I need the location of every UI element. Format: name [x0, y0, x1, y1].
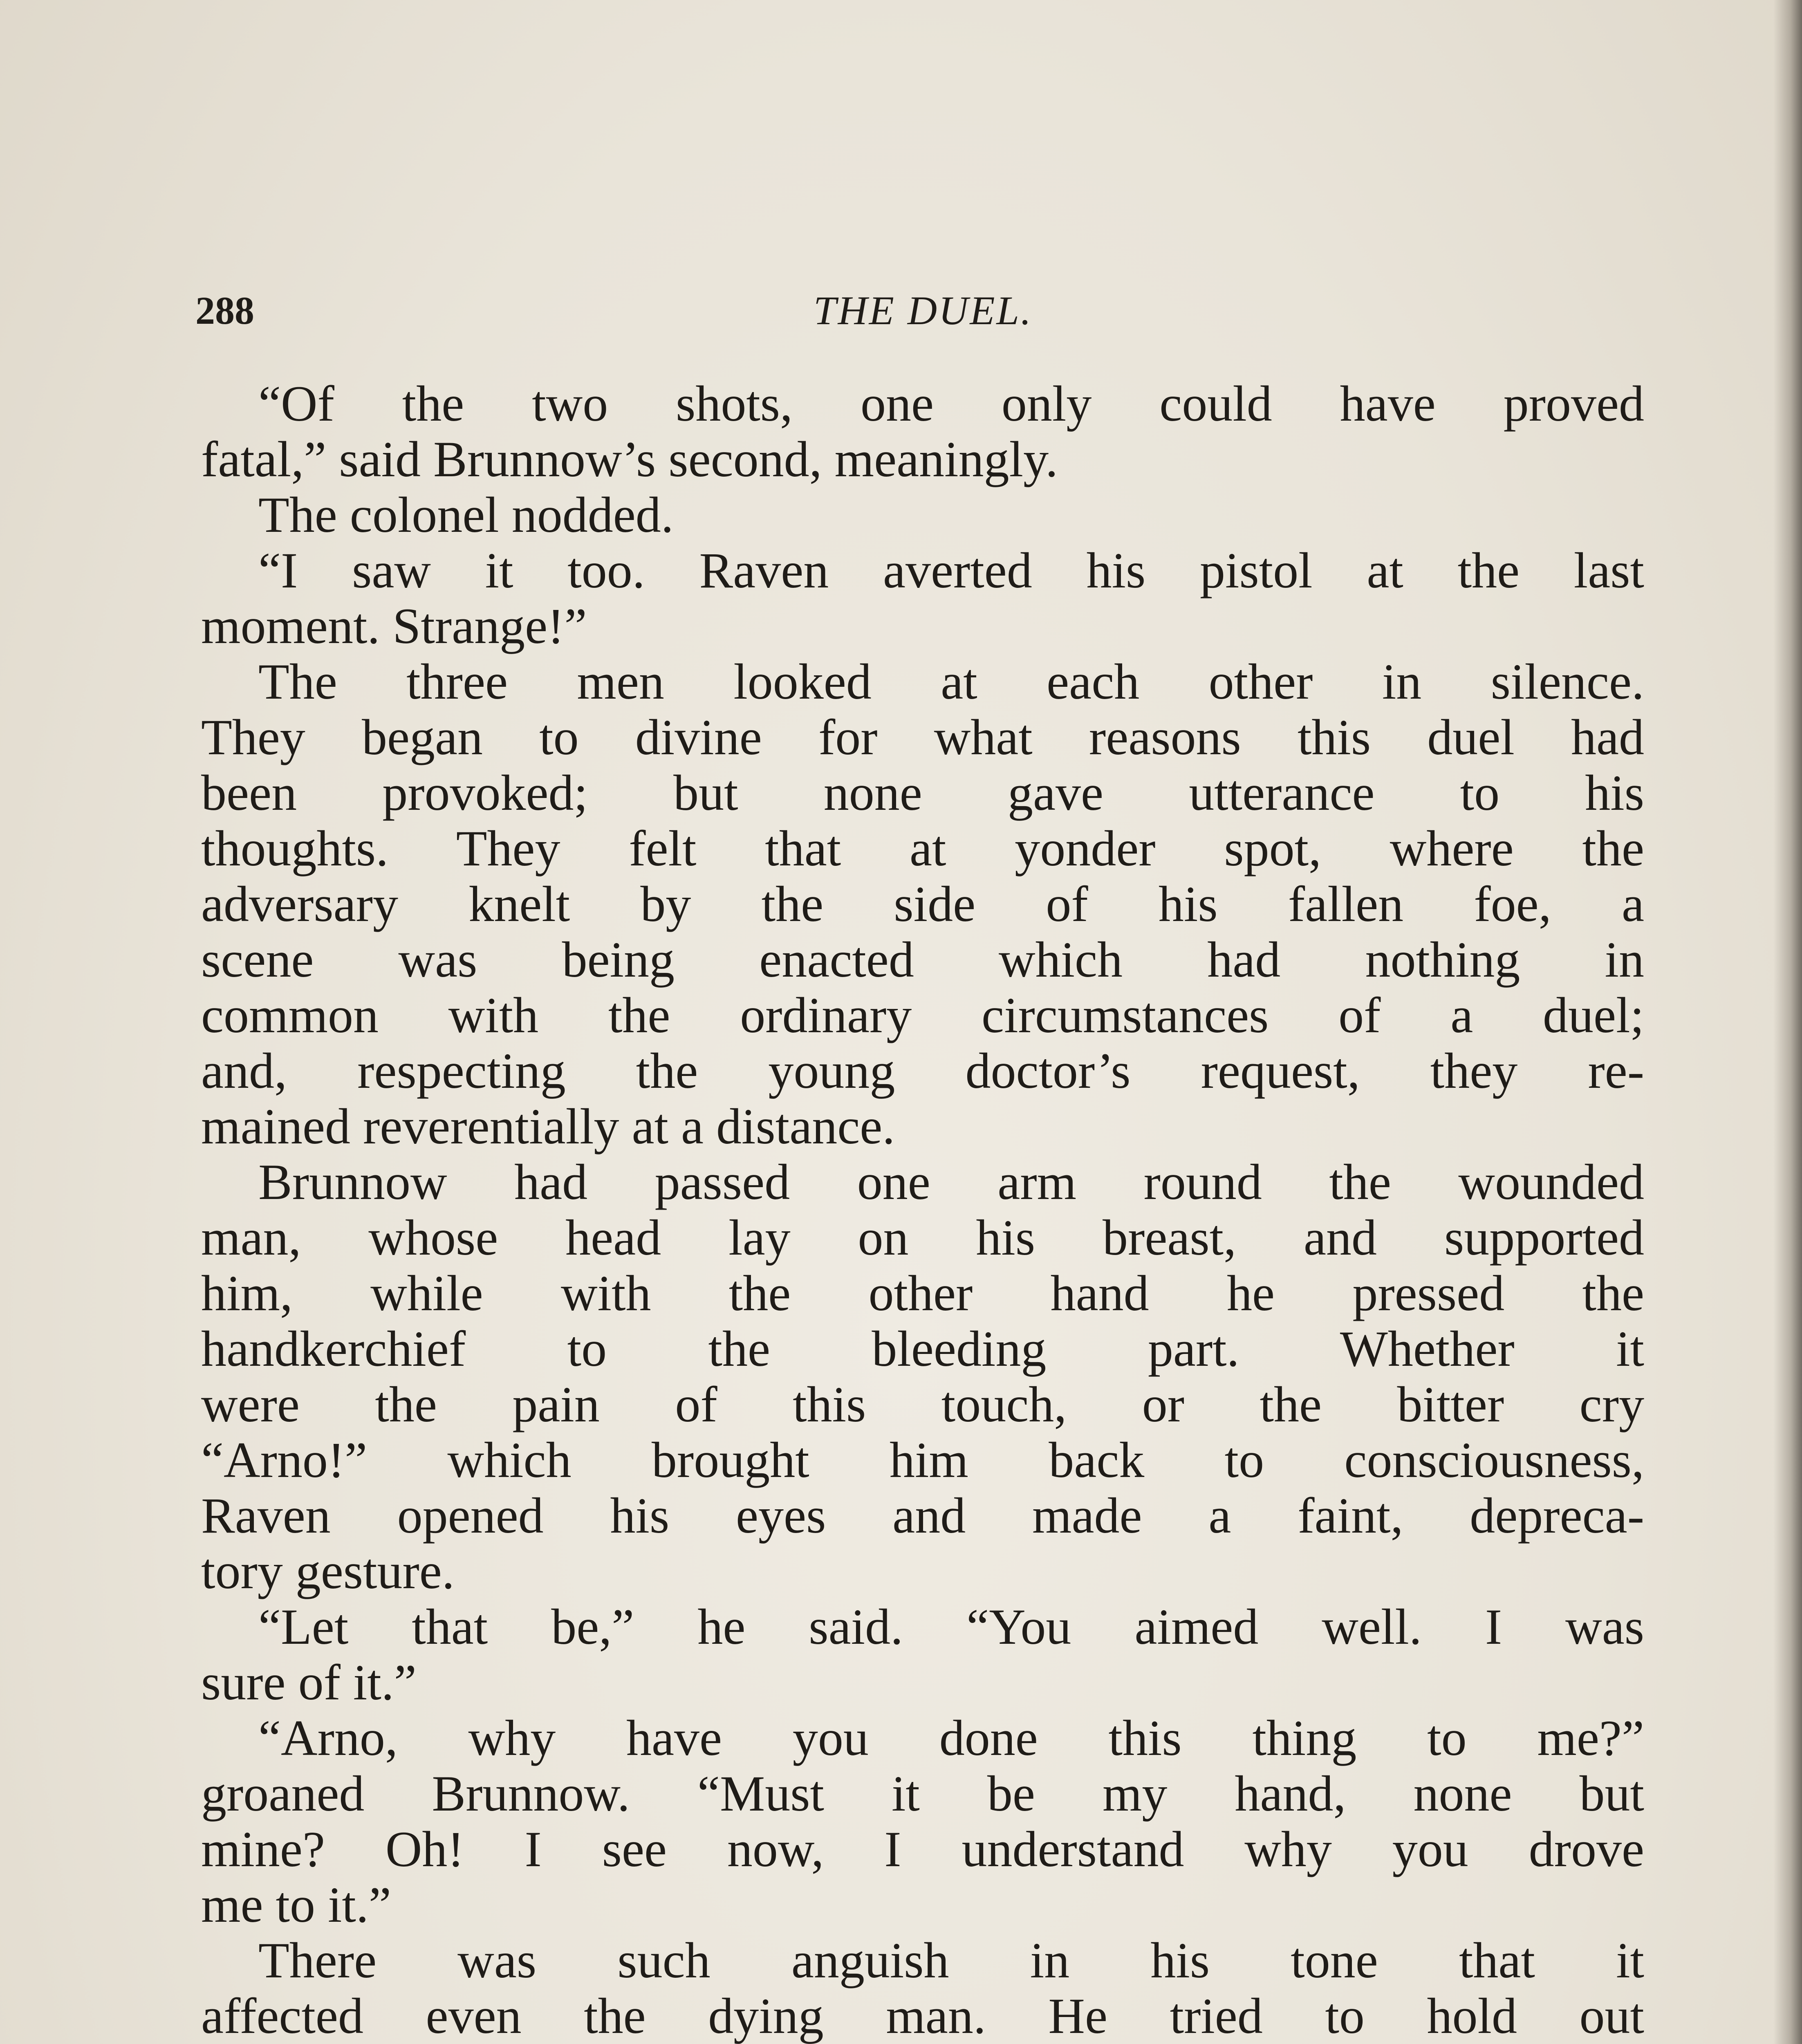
- text-line: adversary knelt by the side of his fallen foe, a: [201, 876, 1644, 932]
- text-line: thoughts. They felt that at yonder spot, where the: [201, 821, 1644, 876]
- text-line: affected even the dying man. He tried to hold out: [201, 1988, 1644, 2044]
- text-line: been provoked; but none gave utterance to his: [201, 765, 1644, 821]
- page-number: 288: [195, 289, 254, 332]
- text-line: fatal,” said Brunnow’s second, meaningly.: [201, 432, 1058, 487]
- text-line: mained reverentially at a distance.: [201, 1099, 895, 1154]
- text-line: tory gesture.: [201, 1544, 455, 1599]
- text-line: sure of it.”: [201, 1655, 417, 1710]
- text-line: “I saw it too. Raven averted his pistol at the last: [258, 543, 1644, 598]
- body-text: [201, 376, 1644, 2044]
- text-line: groaned Brunnow. “Must it be my hand, none but: [201, 1766, 1644, 1822]
- text-line: They began to divine for what reasons this duel had: [201, 710, 1644, 765]
- text-line: were the pain of this touch, or the bitter cry: [201, 1377, 1644, 1432]
- text-line: scene was being enacted which had nothing in: [201, 932, 1644, 988]
- text-line: handkerchief to the bleeding part. Whether it: [201, 1321, 1644, 1377]
- text-line: “Arno!” which brought him back to consciousness,: [201, 1432, 1644, 1488]
- text-line: man, whose head lay on his breast, and supported: [201, 1210, 1644, 1266]
- text-line: “Arno, why have you done this thing to me?”: [258, 1710, 1644, 1766]
- text-line: mine? Oh! I see now, I understand why you drove: [201, 1822, 1644, 1877]
- text-line: Brunnow had passed one arm round the wounded: [258, 1154, 1644, 1210]
- text-line: Raven opened his eyes and made a faint, depreca-: [201, 1488, 1644, 1544]
- text-line: “Of the two shots, one only could have proved: [258, 376, 1644, 432]
- text-line: me to it.”: [201, 1877, 391, 1933]
- text-line: him, while with the other hand he pressed the: [201, 1266, 1644, 1321]
- text-line: moment. Strange!”: [201, 598, 587, 654]
- page-header: [195, 282, 1651, 339]
- text-line: The three men looked at each other in silence.: [258, 654, 1644, 710]
- text-line: and, respecting the young doctor’s request, they re-: [201, 1043, 1644, 1099]
- text-line: There was such anguish in his tone that it: [258, 1933, 1644, 1988]
- page-edge-shadow: [1773, 0, 1802, 2044]
- running-title: THE DUEL.: [813, 288, 1033, 333]
- text-line: The colonel nodded.: [258, 487, 674, 543]
- text-line: common with the ordinary circumstances of a duel;: [201, 988, 1644, 1043]
- text-line: “Let that be,” he said. “You aimed well. I was: [258, 1599, 1644, 1655]
